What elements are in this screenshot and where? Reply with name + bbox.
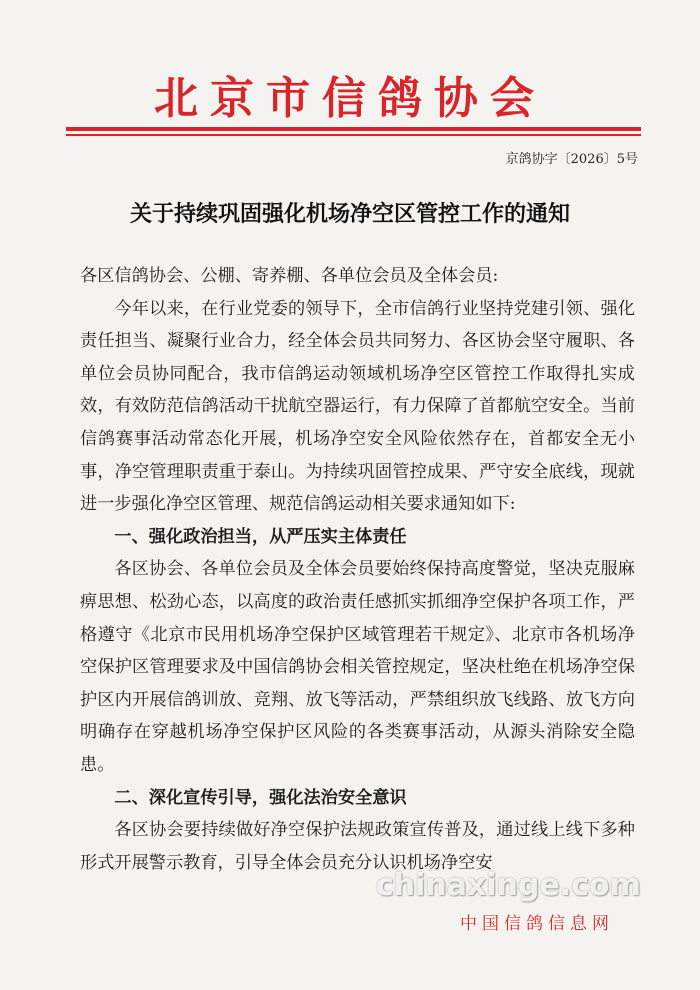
- masthead-thick-rule: [66, 127, 641, 131]
- section-heading-1: 一、强化政治担当，从严压实主体责任: [114, 526, 407, 547]
- salutation: 各区信鸽协会、公棚、寄养棚、各单位会员及全体会员:: [80, 266, 499, 286]
- paragraph-intro: 今年以来，在行业党委的领导下，全市信鸽行业坚持党建引领、强化责任担当、凝聚行业合力，经全体会员共同努力、各区协会坚守履职、各单位会员协同配合，我市信鸽运动领域机场净空区管控工作取得扎实成效，有效防范信鸽活动干扰航空器运行，有力保障了首都航空安全。当前信鸽赛事活动常态化开展，机场净空安全风险依然存在，首都安全无小事，净空管理职责重于泰山。为持续巩固管控成果、严守安全底线，现就进一步强化净空区管理、规范信鸽运动相关要求通知如下:: [80, 298, 635, 515]
- site-watermark-cn: 中国信鸽信息网: [460, 914, 614, 934]
- masthead-thin-rule: [66, 134, 641, 136]
- section-heading-2: 二、深化宣传引导，强化法治安全意识: [114, 787, 407, 808]
- site-watermark: chinaxinge.com: [376, 868, 641, 903]
- paragraph-section-1: 各区协会、各单位会员及全体会员要始终保持高度警觉，坚决克服麻痹思想、松劲心态，以高度的政治责任感抓实抓细净空保护各项工作，严格遵守《北京市民用机场净空保护区域管理若干规定》、北京市各机场净空保护区管理要求及中国信鸽协会相关管控规定，坚决杜绝在机场净空保护区内开展信鸽训放、竞翔、放飞等活动，严禁组织放飞线路、放飞方向明确存在穿越机场净空保护区风险的各类赛事活动，从源头消除安全隐患。: [80, 559, 635, 775]
- notice-body: [80, 260, 635, 879]
- paragraph-section-2: 各区协会要持续做好净空保护法规政策宣传普及，通过线上线下多种形式开展警示教育，引导全体会员充分认识机场净空安: [80, 820, 635, 873]
- masthead-org-name: 北京市信鸽协会: [154, 73, 546, 124]
- document-number: 京鸽协字〔2026〕5号: [505, 152, 638, 167]
- notice-title: 关于持续巩固强化机场净空区管控工作的通知: [129, 201, 570, 227]
